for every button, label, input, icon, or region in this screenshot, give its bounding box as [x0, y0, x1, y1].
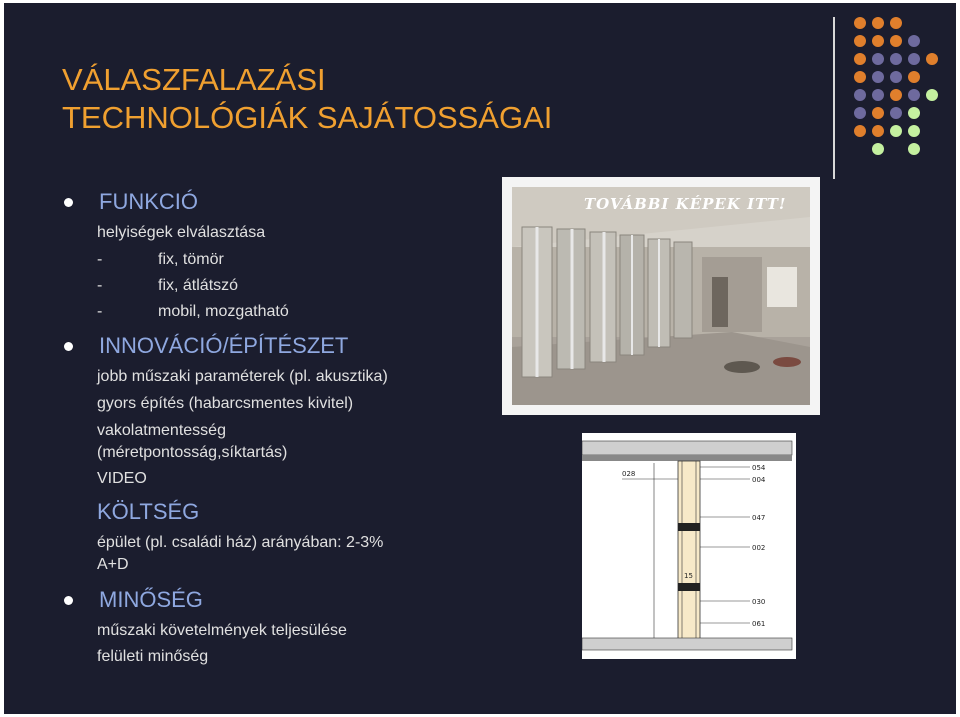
dot: [926, 53, 938, 65]
dot: [854, 89, 866, 101]
funkcio-item: fix, átlátszó: [158, 277, 239, 294]
drawing-label: 004: [752, 476, 766, 484]
dot: [890, 89, 902, 101]
innovacio-line: vakolatmentesség: [97, 422, 226, 439]
dot: [854, 53, 866, 65]
dot: [872, 17, 884, 29]
dot: [872, 89, 884, 101]
slide: [4, 3, 956, 714]
drywall-section-diagram: [582, 433, 796, 659]
dot: [908, 35, 920, 47]
dot: [890, 35, 902, 47]
bullet-marker: [64, 198, 73, 207]
bullet-minoseg: [64, 587, 203, 613]
innovacio-line: jobb műszaki paraméterek (pl. akusztika): [97, 368, 388, 385]
heading-minoseg: MINŐSÉG: [99, 587, 203, 612]
drywall-photo[interactable]: [502, 177, 820, 415]
minoseg-line: felületi minőség: [97, 648, 209, 665]
minoseg-line: műszaki követelmények teljesülése: [97, 622, 347, 639]
funkcio-sub: helyiségek elválasztása: [97, 224, 266, 241]
funkcio-item: mobil, mozgatható: [158, 303, 289, 320]
dot: [872, 53, 884, 65]
drawing-label: 002: [752, 544, 766, 552]
drawing-label: 054: [752, 464, 766, 472]
dot: [872, 143, 884, 155]
dot: [908, 107, 920, 119]
dot: [908, 143, 920, 155]
koltseg-line: épület (pl. családi ház) arányában: 2-3%: [97, 534, 384, 551]
drawing-label: 061: [752, 620, 766, 628]
dot: [908, 53, 920, 65]
dot: [854, 35, 866, 47]
dot: [854, 17, 866, 29]
dot: [908, 125, 920, 137]
dot: [872, 125, 884, 137]
funkcio-item: fix, tömör: [158, 251, 224, 268]
dot: [908, 89, 920, 101]
heading-innovacio: INNOVÁCIÓ/ÉPÍTÉSZET: [99, 333, 349, 358]
dot: [872, 71, 884, 83]
heading-funkcio: FUNKCIÓ: [99, 189, 198, 214]
dot: [854, 71, 866, 83]
dot: [854, 107, 866, 119]
dot: [890, 107, 902, 119]
photo-content: [512, 187, 810, 405]
dot: [890, 125, 902, 137]
innovacio-line: (méretpontosság,síktartás): [97, 444, 288, 461]
dash: -: [97, 277, 103, 294]
video-link[interactable]: VIDEO: [97, 470, 147, 487]
bullet-innovacio: [64, 333, 348, 359]
drawing-label: 028: [622, 470, 636, 478]
dot: [890, 53, 902, 65]
bullet-marker: [64, 596, 73, 605]
drawing-label: 047: [752, 514, 766, 522]
title-line-1: VÁLASZFALAZÁSI: [62, 62, 326, 97]
dot: [890, 17, 902, 29]
dash: -: [97, 303, 103, 320]
slide-title: [62, 61, 762, 137]
drawing-label: 030: [752, 598, 766, 606]
photo-caption: TOVÁBBI KÉPEK ITT!: [584, 195, 787, 213]
dot: [854, 125, 866, 137]
koltseg-line: A+D: [97, 556, 129, 573]
dot: [908, 71, 920, 83]
drawing-label: 15: [684, 572, 693, 580]
dot: [890, 71, 902, 83]
heading-koltseg: KÖLTSÉG: [97, 499, 200, 524]
title-line-2: TECHNOLÓGIÁK SAJÁTOSSÁGAI: [62, 100, 553, 135]
divider-line: [833, 17, 835, 179]
dot: [872, 35, 884, 47]
bullet-funkcio: [64, 189, 198, 215]
innovacio-line: gyors építés (habarcsmentes kivitel): [97, 395, 354, 412]
dot: [926, 89, 938, 101]
bullet-marker: [64, 342, 73, 351]
dash: -: [97, 251, 103, 268]
dot: [872, 107, 884, 119]
wall-section-drawing: [582, 433, 796, 659]
construction-photo-illustration: [512, 187, 810, 405]
